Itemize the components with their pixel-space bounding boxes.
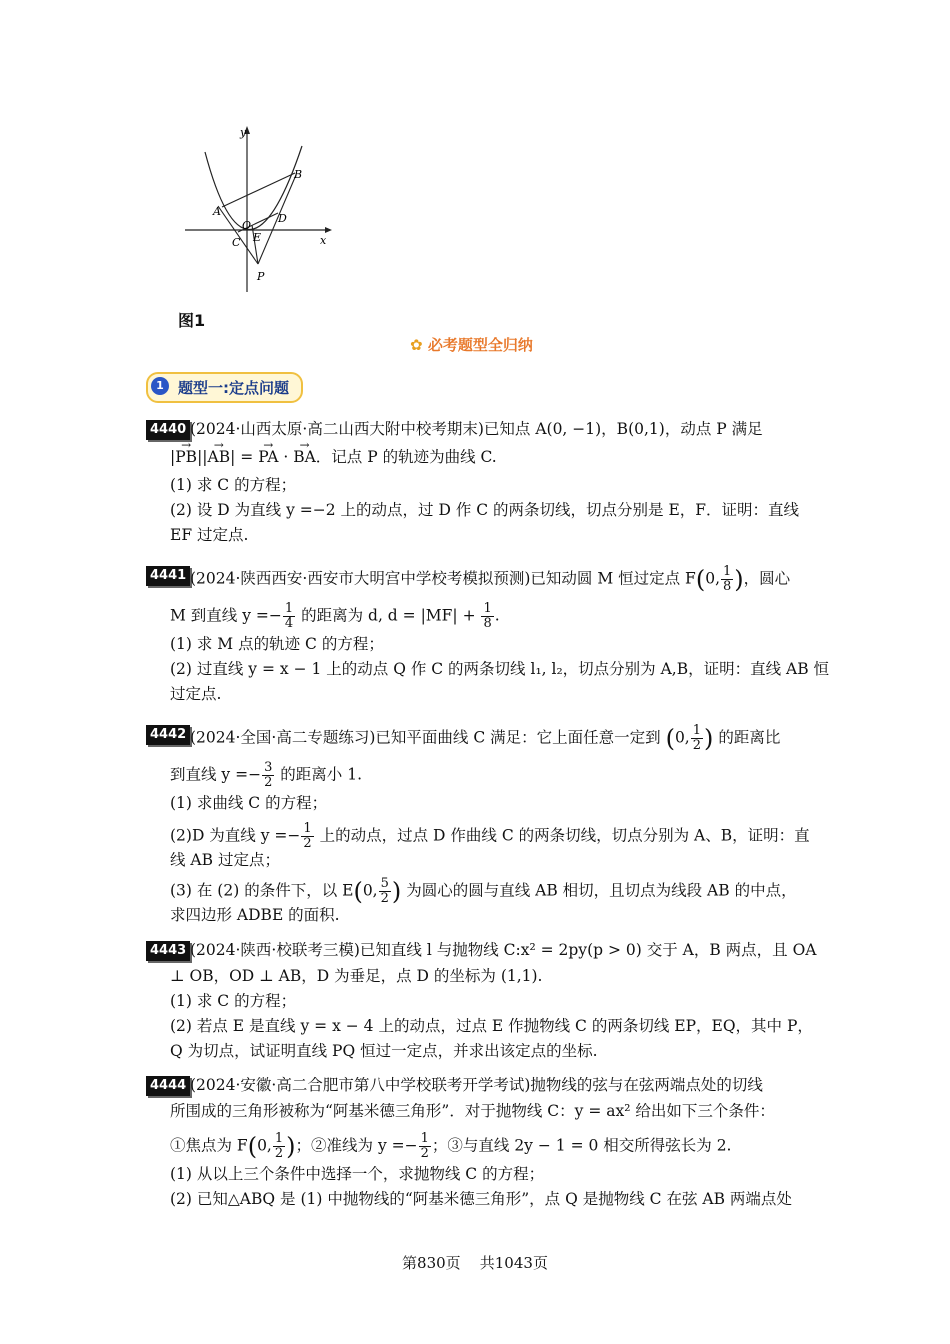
problem-text: (1) 求 M 点的轨迹 C 的方程； xyxy=(170,635,384,653)
problem-text: Q 为切点，试证明直线 PQ 恒过一定点，并求出该定点的坐标. xyxy=(170,1042,598,1060)
label-B: B xyxy=(294,168,303,181)
label-D: D xyxy=(278,212,287,225)
fraction-one-half: $\frac{1}{2}$ xyxy=(274,1131,284,1161)
problem-text: 抛物线的弦与在弦两端点处的切线 xyxy=(530,1076,763,1094)
topic-tag xyxy=(146,372,303,403)
problem-4444-line-3: ①焦点为 F(0, $\frac{1}{2}$ )；②准线为 y =− $\frac{1}{2}$ ；③与直线 2y − 1 = 0 相交所得弦长为 2. xyxy=(170,1131,732,1161)
problem-text: ；②准线为 y =− xyxy=(295,1136,418,1155)
problem-id-badge: 4442 xyxy=(146,725,190,745)
problem-text: (2) 设 D 为直线 y =−2 上的动点，过 D 作 C 的两条切线，切点分别是 E，F．证明：直线 xyxy=(170,501,800,519)
x-axis-arrow xyxy=(325,227,332,233)
problem-text: ①焦点为 F xyxy=(170,1136,248,1155)
problem-text: 求四边形 ADBE 的面积. xyxy=(170,906,340,924)
problem-text: (2) 若点 E 是直线 y = x − 4 上的动点，过点 E 作抛物线 C 的两条切线 EP，EQ，其中 P， xyxy=(170,1017,813,1035)
label-O: O xyxy=(242,219,252,232)
fraction-three-halves: $\frac{3}{2}$ xyxy=(264,760,273,790)
problem-id-badge: 4440 xyxy=(146,420,190,440)
label-P: P xyxy=(257,270,265,283)
problem-4441-line-1: (2024·陕西西安·西安市大明宫中学校考模拟预测)已知动圆 M 恒过定点 F(0, $\frac{1}{8}$ )，圆心 xyxy=(190,564,791,594)
problem-text: ；③与直线 2y − 1 = 0 相交所得弦长为 2. xyxy=(431,1136,732,1155)
problem-text: (1) 从以上三个条件中选择一个，求抛物线 C 的方程； xyxy=(170,1165,545,1183)
problem-text: 的距离为 d, d = |MF| + xyxy=(296,606,481,625)
problem-text: ，圆心 xyxy=(743,569,791,588)
vector-AB: → AB xyxy=(208,447,231,467)
problem-text: (3) 在 (2) 的条件下，以 E xyxy=(170,881,354,900)
problem-text: 上的动点，过点 D 作曲线 C 的两条切线，切点分别为 A、B，证明：直 xyxy=(314,826,810,845)
fraction-five-halves: $\frac{5}{2}$ xyxy=(380,876,389,906)
problem-text: 已知平面曲线 C 满足：它上面任意一定到 xyxy=(375,728,661,747)
fraction-one-quarter: $\frac{1}{4}$ xyxy=(284,601,294,631)
problem-4441-line-2: M 到直线 y =− $\frac{1}{4}$ 的距离为 d, d = |MF| + $\frac{1}{8}$ . xyxy=(170,601,500,631)
problem-4440-condition: |→ PB||→ AB| = → PA · → BA．记点 P 的轨迹为曲线 C. xyxy=(170,447,497,467)
point-zero: 0, xyxy=(705,569,720,588)
problem-text: (1) 求 C 的方程； xyxy=(170,476,297,494)
problem-source: (2024·陕西西安·西安市大明宫中学校考模拟预测) xyxy=(190,569,531,588)
problem-4444-line-1 xyxy=(190,1075,763,1095)
label-y: y xyxy=(240,126,247,139)
problem-source: (2024·全国·高二专题练习) xyxy=(190,728,376,747)
problem-text: 已知直线 l 与抛物线 C:x² = 2py(p > 0) 交于 A，B 两点，且 OA xyxy=(359,941,817,959)
problem-text: EF 过定点. xyxy=(170,526,249,544)
problem-text: 已知点 A(0, −1)，B(0,1)，动点 P 满足 xyxy=(483,420,763,438)
problem-source: (2024·陕西·校联考三模) xyxy=(190,941,360,959)
problem-text: (2)D 为直线 y =− xyxy=(170,826,301,845)
condition-tail: ．记点 P 的轨迹为曲线 C. xyxy=(315,448,497,466)
problem-4442-line-1: (2024·全国·高二专题练习)已知平面曲线 C 满足：它上面任意一定到 (0, $\frac{1}{2}$ ) 的距离比 xyxy=(190,723,781,753)
point-zero: 0, xyxy=(362,881,378,900)
problem-source: (2024·山西太原·高二山西大附中校考期末) xyxy=(190,420,484,438)
label-A: A xyxy=(213,205,221,218)
vector-PB: → PB xyxy=(175,447,197,467)
line-AP xyxy=(218,206,258,264)
fraction-one-eighth: $\frac{1}{8}$ xyxy=(723,564,732,594)
label-E: E xyxy=(253,231,262,244)
fraction-one-half: $\frac{1}{2}$ xyxy=(303,821,312,851)
problem-source: (2024·安徽·高二合肥市第八中学校联考开学考试) xyxy=(190,1076,531,1094)
fraction-one-half: $\frac{1}{2}$ xyxy=(692,723,702,753)
point-zero: 0, xyxy=(674,728,690,747)
point-zero: 0, xyxy=(257,1136,272,1155)
problem-text: ⊥ OB，OD ⊥ AB，D 为垂足，点 D 的坐标为 (1,1). xyxy=(170,967,543,985)
page-number: 第830页 xyxy=(402,1254,461,1272)
problem-text: 所围成的三角形被称为“阿基米德三角形”．对于抛物线 C：y = ax² 给出如下三个条件： xyxy=(170,1102,775,1120)
page-footer xyxy=(0,1252,950,1273)
problem-id-badge: 4443 xyxy=(146,941,190,961)
problem-text: 到直线 y =− xyxy=(170,765,262,784)
vector-BA: → BA xyxy=(293,447,316,467)
problem-text: 的距离比 xyxy=(713,728,781,747)
label-x: x xyxy=(320,234,327,247)
problem-text: (1) 求曲线 C 的方程； xyxy=(170,794,328,812)
figure-caption: 图1 xyxy=(178,311,206,330)
topic-label: 题型一:定点问题 xyxy=(178,379,289,397)
problem-text: 已知动圆 M 恒过定点 F xyxy=(530,569,696,588)
problem-text: 线 AB 过定点； xyxy=(170,851,280,869)
fraction-one-eighth: $\frac{1}{8}$ xyxy=(483,601,492,631)
problem-text: 的距离小 1. xyxy=(275,765,363,784)
problem-id-badge: 4444 xyxy=(146,1076,190,1096)
fraction-one-half: $\frac{1}{2}$ xyxy=(420,1131,429,1161)
vector-PA: → PA xyxy=(258,447,278,467)
total-pages: 共1043页 xyxy=(479,1254,548,1272)
flower-icon: ✿ xyxy=(410,336,423,354)
problem-4442-line-6: (3) 在 (2) 的条件下，以 E(0, $\frac{5}{2}$ ) 为圆心的圆与直线 AB 相切，且切点为线段 AB 的中点， xyxy=(170,876,797,906)
section-title-text: 必考题型全归纳 xyxy=(427,336,533,354)
section-title xyxy=(410,334,533,355)
problem-text: (2) 已知△ABQ 是 (1) 中抛物线的“阿基米德三角形”，点 Q 是抛物线 C 在弦 AB 两端点处 xyxy=(170,1190,792,1208)
topic-number: 1 xyxy=(151,377,169,395)
problem-4442-line-4 xyxy=(170,822,810,851)
problem-text: 过定点. xyxy=(170,685,222,703)
problem-id-badge: 4441 xyxy=(146,566,190,586)
problem-text: M 到直线 y =− xyxy=(170,606,282,625)
problem-4442-line-2 xyxy=(170,761,362,790)
problem-4443-line-1 xyxy=(190,940,816,960)
figure-parabola-diagram xyxy=(180,120,340,300)
problem-text: (2) 过直线 y = x − 1 上的动点 Q 作 C 的两条切线 l₁, l₂，切点分别为 A,B，证明：直线 AB 恒 xyxy=(170,660,830,678)
equals-sign: = xyxy=(240,448,254,466)
problem-text: 为圆心的圆与直线 AB 相切，且切点为线段 AB 的中点， xyxy=(401,881,797,900)
problem-text: (1) 求 C 的方程； xyxy=(170,992,297,1010)
label-C: C xyxy=(232,236,241,249)
